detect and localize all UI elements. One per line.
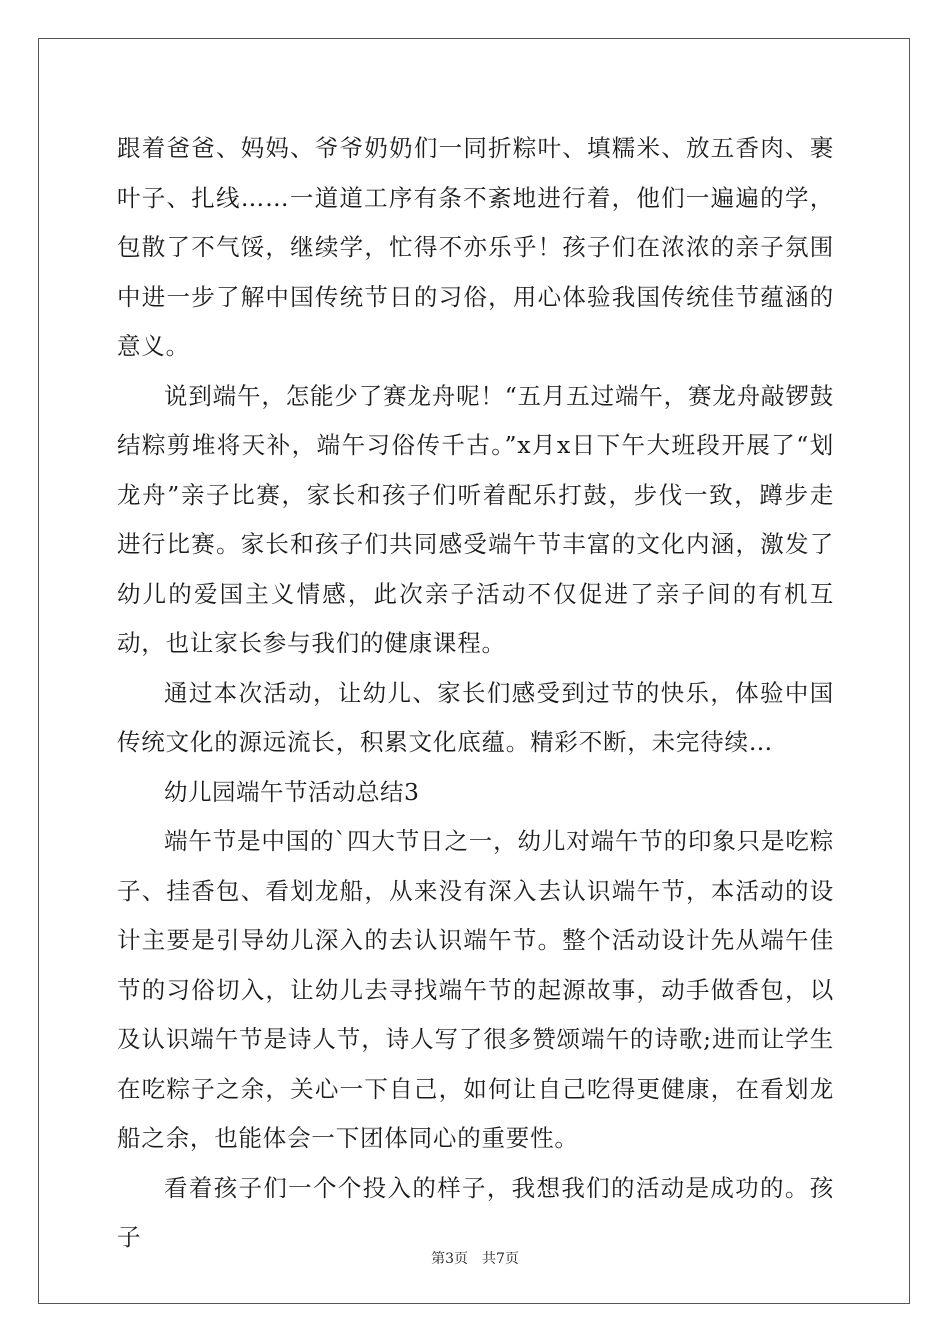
page-footer [0, 1248, 950, 1268]
page-number: 第3页 [431, 1251, 468, 1267]
page-total: 共7页 [482, 1251, 519, 1267]
paragraph-1: 跟着爸爸、妈妈、爷爷奶奶们一同折粽叶、填糯米、放五香肉、裹叶子、扎线……一道道工序有条不紊地进行着，他们一遍遍的学，包散了不气馁，继续学，忙得不亦乐乎！孩子们在浓浓的亲子氛围中进一步了解中国传统节日的习俗，用心体验我国传统佳节蕴涵的意义。 [117, 134, 834, 360]
section-heading: 幼儿园端午节活动总结3 [164, 777, 420, 806]
paragraph-3: 通过本次活动，让幼儿、家长们感受到过节的快乐，体验中国传统文化的源远流长，积累文化底蕴。精彩不断，未完待续… [117, 678, 834, 756]
paragraph-5: 看着孩子们一个个投入的样子，我想我们的活动是成功的。孩子 [117, 1173, 834, 1251]
document-body [117, 124, 834, 1263]
paragraph-2: 说到端午，怎能少了赛龙舟呢！“五月五过端午，赛龙舟敲锣鼓结粽剪堆将天补，端午习俗传千古。”x月x日下午大班段开展了“划龙舟”亲子比赛，家长和孩子们听着配乐打鼓，步伐一致，蹲步走进行比赛。家长和孩子们共同感受端午节丰富的文化内涵，激发了幼儿的爱国主义情感，此次亲子活动不仅促进了亲子间的有机互动，也让家长参与我们的健康课程。 [117, 381, 834, 657]
paragraph-4: 端午节是中国的`四大节日之一，幼儿对端午节的印象只是吃粽子、挂香包、看划龙船，从来没有深入去认识端午节，本活动的设计主要是引导幼儿深入的去认识端午节。整个活动设计先从端午佳节的习俗切入，让幼儿去寻找端午节的起源故事，动手做香包，以及认识端午节是诗人节，诗人写了很多赞颂端午的诗歌;进而让学生在吃粽子之余，关心一下自己，如何让自己吃得更健康，在看划龙船之余，也能体会一下团体同心的重要性。 [117, 827, 834, 1152]
